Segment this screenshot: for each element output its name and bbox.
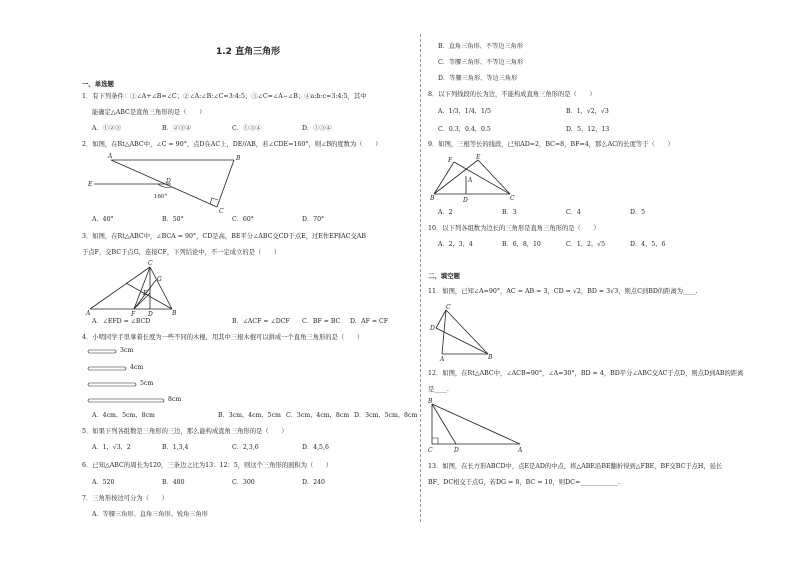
q9-label-e: E [476, 154, 481, 161]
q5-option-c: C．2,3,6 [232, 444, 259, 451]
q10-option-d: D．4，5，6 [630, 241, 666, 248]
q7-option-a: A．等腰三角形、直角三角形、锐角三角形 [92, 511, 208, 518]
q8-stem: 8．以下列线段的长为边，不能构成直角三角形的是（ ） [428, 91, 596, 98]
q2-option-c: C．60° [232, 216, 254, 223]
q12-label-c: C [428, 447, 433, 454]
q11-label-c: C [446, 304, 451, 311]
q12-label-a: A [518, 447, 523, 454]
q11-stem: 11．如图，已知∠A=90°，AC = AB = 3，CD = √2，BD = 3√3，则点C到BD的距离为____. [428, 288, 698, 295]
q3-label-e: E [143, 290, 148, 297]
q2-label-d: D [166, 178, 171, 185]
section-heading-single-choice: 一、单选题 [82, 80, 114, 88]
q10-option-c: C．1，2，√5 [566, 241, 606, 248]
q3-option-c: C．BF = BC [302, 318, 341, 325]
q11-label-d: D [430, 325, 435, 332]
q2-label-e: E [88, 181, 93, 188]
q3-label-c: C [148, 260, 153, 267]
q3-option-d: D．AF = CF [350, 318, 389, 325]
q4-stick-label-8: 8cm [168, 396, 182, 403]
q12-label-b: B [428, 398, 433, 405]
q6-option-c: C．300 [232, 479, 255, 486]
q1-option-a: A．①②③ [92, 125, 122, 132]
q1-stem: 1．有下列条件：①∠A+∠B=∠C；②∠A:∠B:∠C=3:4:5；③∠C=∠A−∠B；④a:b:c=3:4:5，其中 [82, 93, 367, 100]
q9-figure [430, 154, 520, 204]
q4-option-b: B．3cm，4cm，5cm [218, 412, 281, 419]
q1-stem-line2: 能确定△ABC是直角三角形的是（ ） [92, 109, 206, 116]
q2-label-c: C [219, 208, 224, 215]
q9-option-a: A．2 [438, 209, 453, 216]
q8-option-c: C．0.3，0.4，0.5 [438, 126, 491, 133]
q11-figure [430, 304, 500, 364]
q8-option-b: B．1，√2，√3 [566, 108, 609, 115]
q1-option-d: D．①③④ [302, 125, 332, 132]
q11-label-a: A [440, 356, 445, 363]
section-heading-fill-blank: 二、填空题 [428, 272, 460, 280]
q2-label-b: B [236, 155, 241, 162]
q9-stem: 9．如图，三根等长的线段，已知AD=2，BC=8，BF=4，那么AC的长度等于（ ） [428, 141, 674, 148]
q7-option-d: D．等腰三角形、等边三角形 [438, 75, 518, 82]
q7-option-b: B．直角三角形、不等边三角形 [438, 43, 523, 50]
q11-label-b: B [488, 354, 493, 361]
q4-stem: 4．小明同学手里拿着长度为一些不同的木棍，用其中三根木棍可以拼成一个直角三角形的是（ ） [82, 334, 364, 341]
q1-option-b: B．②③④ [162, 125, 192, 132]
q9-label-a: A [468, 177, 473, 184]
q10-option-b: B．6，8，10 [502, 241, 541, 248]
q6-option-a: A．520 [92, 479, 115, 486]
q8-option-d: D．5，12，13 [566, 126, 610, 133]
q2-option-a: A．40° [92, 216, 114, 223]
q7-option-c: C．等腰三角形、不等边三角形 [438, 59, 524, 66]
q5-option-d: D．4,5,6 [302, 444, 329, 451]
q2-option-d: D．70° [302, 216, 325, 223]
q4-option-d: D．3cm，5cm，8cm [354, 412, 418, 419]
q3-option-b: B．∠ACF = ∠DCF [232, 318, 290, 325]
q3-figure [86, 259, 177, 318]
q3-label-b: B [172, 310, 177, 317]
q3-option-a: A．∠EFD = ∠BCD [92, 318, 151, 325]
q12-label-d: D [454, 447, 459, 454]
column-divider [420, 34, 421, 522]
q3-label-a: A [86, 310, 91, 317]
q4-option-c: C．3cm，4cm，8cm [286, 412, 350, 419]
q9-label-b: B [430, 195, 435, 202]
q9-label-d: D [463, 197, 468, 204]
q13-stem: 13．如图，在长方形ABCD中，点E是AD的中点，将△ABE沿BE翻折得到△FBE，BF交BC于点H，延长 [428, 463, 723, 470]
q1-option-c: C．①③④ [232, 125, 262, 132]
q3-stem-line2: 于点F，交BC于点G，连接CF，下列结论中，不一定成立的是（ ） [82, 249, 281, 256]
q7-stem: 7．三角形按边可分为（ ） [82, 495, 168, 502]
q3-label-g: G [157, 276, 162, 283]
q2-label-angle: 160° [154, 194, 168, 200]
q2-figure [86, 152, 256, 214]
q9-label-f: F [448, 157, 453, 164]
q12-stem: 12．如图，在Rt△ABC中，∠ACB=90°，∠A=30°，BD = 4，BD平分∠ABC交AC于点D，则点D到AB的距离 [428, 370, 744, 377]
q12-stem-line2: 是____. [428, 386, 449, 393]
q9-option-b: B．3 [502, 209, 517, 216]
q5-stem: 5．如果下列各组数是三角形的三边，那么能构成直角三角形的是（ ） [82, 428, 288, 435]
q6-stem: 6．已知△ABC的周长为120，三条边之比为13：12：5，则这个三角形的面积为（ ） [82, 462, 333, 469]
q4-option-a: A．4cm，5cm，8cm [92, 412, 155, 419]
q2-option-b: B．50° [162, 216, 184, 223]
q9-option-d: D．5 [630, 209, 646, 216]
q6-option-d: D．240 [302, 479, 325, 486]
q5-option-b: B．1,3,4 [162, 444, 189, 451]
q10-stem: 10．以下列各组数为边长的三角形是直角三角形的是（ ） [428, 225, 600, 232]
q3-label-f: F [131, 311, 136, 318]
q2-stem: 2．如图，在Rt△ABC中，∠C = 90°，点D在AC上，DE//AB，若∠CDE=160°，则∠B的度数为（ ） [82, 141, 382, 148]
q5-option-a: A．1，√3，2 [92, 444, 131, 451]
q12-figure [428, 398, 528, 458]
q9-label-c: C [510, 195, 515, 202]
q6-option-b: B．480 [162, 479, 185, 486]
q3-label-d: D [148, 311, 153, 318]
q3-stem: 3．如图，在Rt△ABC中，∠BCA = 90°，CD是高，BE平分∠ABC交CD于点E，过E作EF∥AC交AB [82, 233, 366, 240]
q4-stick-label-5: 5cm [140, 380, 154, 387]
q4-stick-label-3: 3cm [120, 347, 134, 354]
q9-option-c: C．4 [566, 209, 581, 216]
q10-option-a: A．2，3，4 [438, 241, 473, 248]
q2-label-a: A [108, 153, 113, 160]
page-title: 1.2 直角三角形 [216, 47, 281, 57]
q8-option-a: A．1/3，1/4，1/5 [438, 108, 491, 115]
q4-stick-label-4: 4cm [130, 364, 144, 371]
q13-stem-line2: BF、DC相交于点G，若DG = 8，BC = 10，则DC=____________. [428, 479, 621, 486]
